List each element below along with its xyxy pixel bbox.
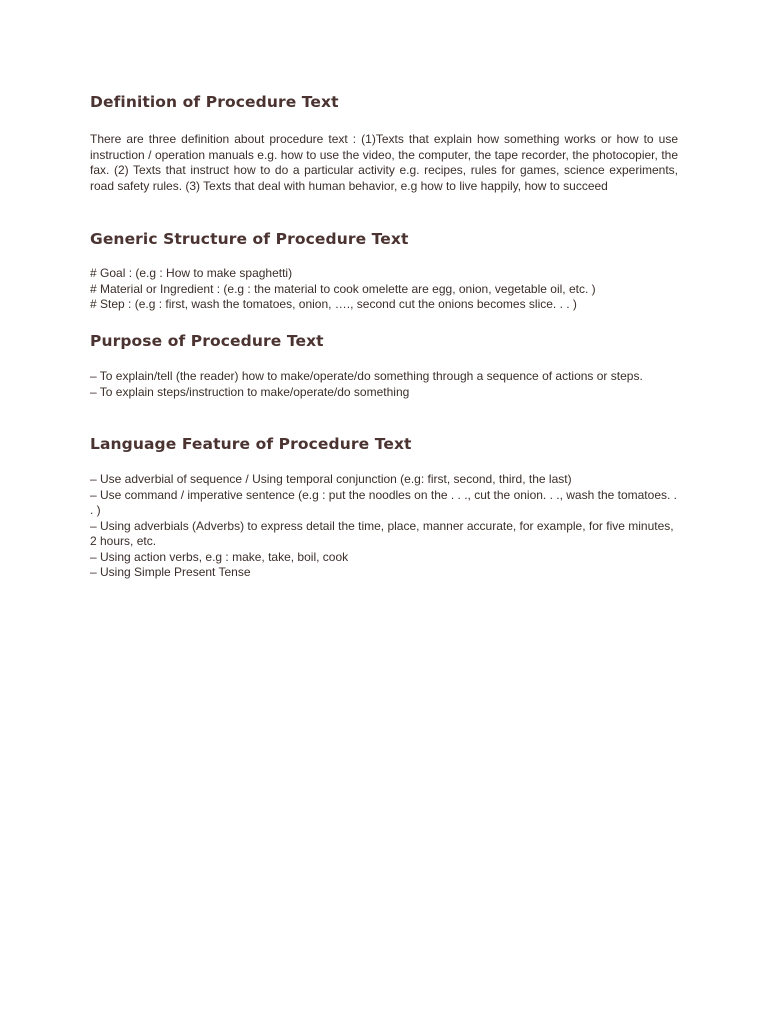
purpose-item-1: – To explain/tell (the reader) how to make/operate/do something through a sequence of actions or steps. bbox=[90, 369, 643, 383]
structure-goal: # Goal : (e.g : How to make spaghetti) bbox=[90, 266, 293, 280]
feature-item-1: – Use adverbial of sequence / Using temporal conjunction (e.g: first, second, third, the last) bbox=[90, 472, 572, 486]
definition-paragraph: There are three definition about procedure text : (1)Texts that explain how something works or how to use instruction / operation manuals e.g. how to use the video, the computer, the tape recorder, the photocopier, the fax. (2) Texts that instruct how to do a particular activity e.g. recipes, rules for games, science experiments, road safety rules. (3) Texts that deal with human behavior, e.g how to live happily, how to succeed bbox=[90, 132, 678, 193]
feature-item-5: – Using Simple Present Tense bbox=[90, 565, 251, 579]
heading-language-feature: Language Feature of Procedure Text bbox=[90, 435, 412, 453]
structure-material: # Material or Ingredient : (e.g : the material to cook omelette are egg, onion, vegetable oil, etc. ) bbox=[90, 281, 596, 296]
feature-item-4: – Using action verbs, e.g : make, take, boil, cook bbox=[90, 549, 349, 564]
purpose-item-2: – To explain steps/instruction to make/operate/do something bbox=[90, 384, 410, 399]
heading-generic-structure: Generic Structure of Procedure Text bbox=[90, 230, 409, 248]
heading-definition: Definition of Procedure Text bbox=[90, 93, 339, 111]
purpose-list bbox=[90, 369, 678, 400]
feature-item-2: – Use command / imperative sentence (e.g : put the noodles on the . . ., cut the onion. . ., wash the tomatoes. . . ) bbox=[90, 487, 677, 517]
feature-item-3: – Using adverbials (Adverbs) to express detail the time, place, manner accurate, for example, for five minutes, 2 hours, etc. bbox=[90, 518, 674, 548]
heading-purpose: Purpose of Procedure Text bbox=[90, 332, 324, 350]
generic-structure-list bbox=[90, 266, 678, 313]
language-feature-list bbox=[90, 472, 678, 581]
structure-step: # Step : (e.g : first, wash the tomatoes, onion, …., second cut the onions becomes slice. . . ) bbox=[90, 297, 577, 311]
